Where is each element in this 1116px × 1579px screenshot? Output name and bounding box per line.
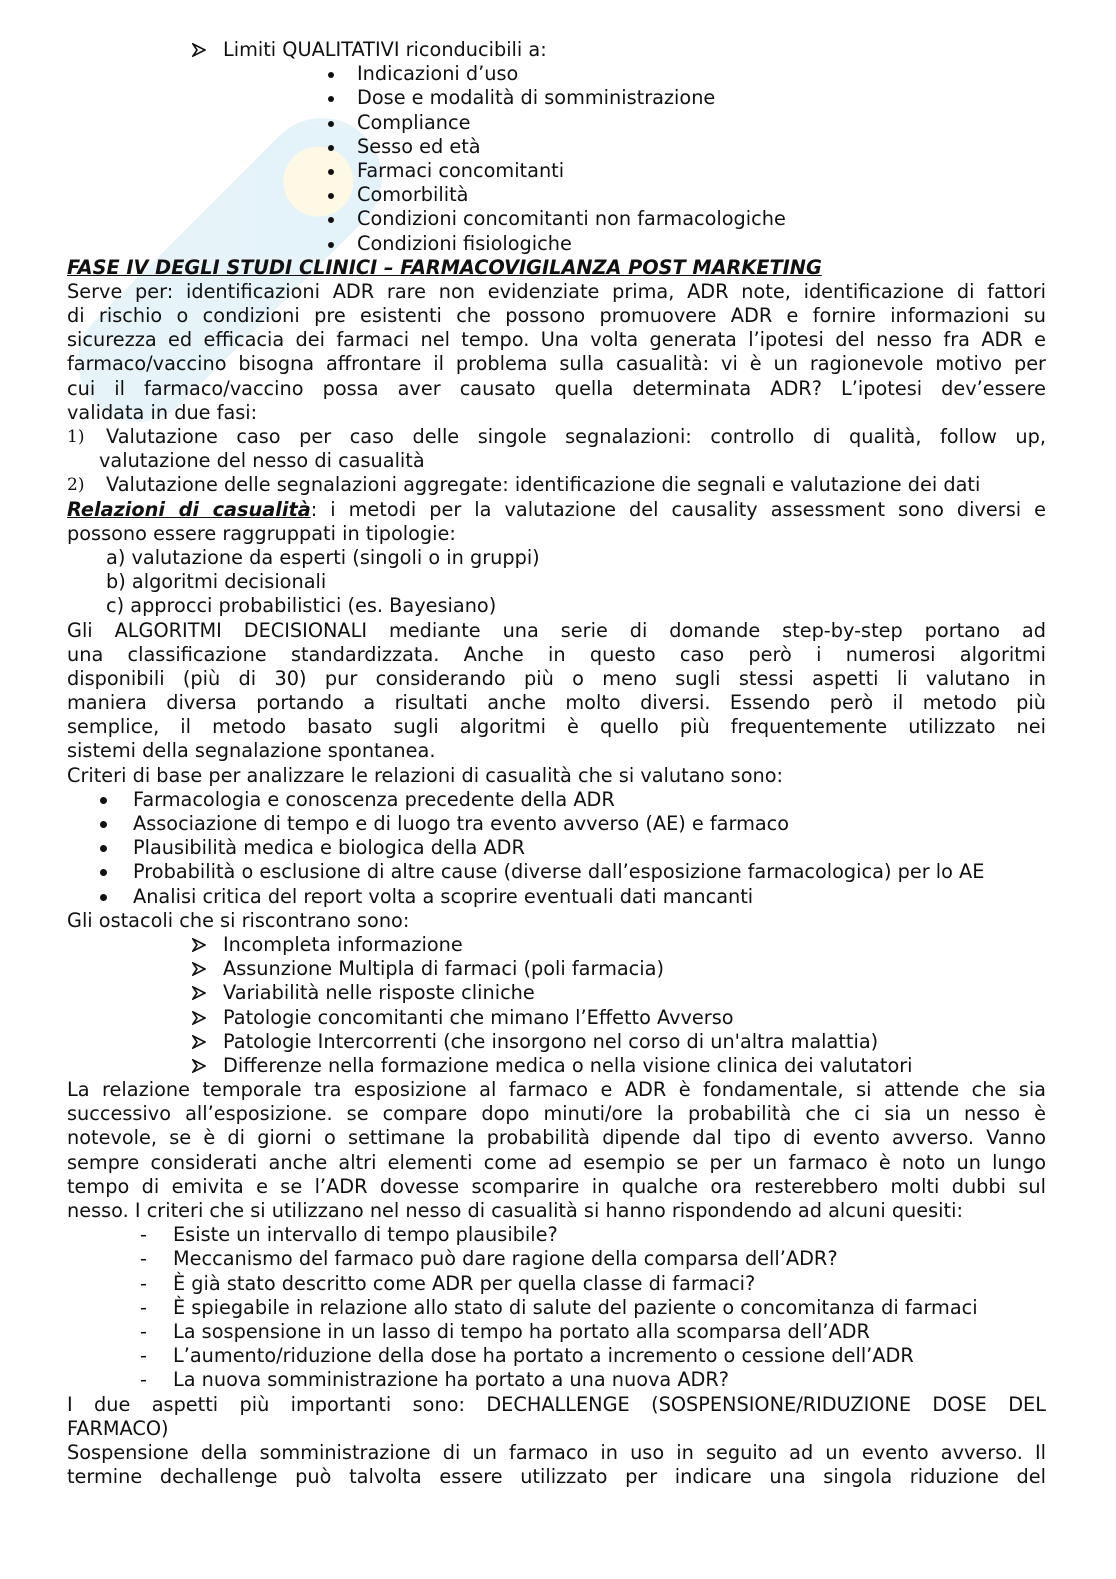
limits-item-text: Condizioni concomitanti non farmacologiche (357, 207, 786, 231)
temporal-line: sempre considerati anche altri elementi come ad esempio se per un farmaco è noto un lungo (67, 1150, 1046, 1174)
arrow-bullet-icon (192, 986, 206, 1000)
obstacle-item (0, 1006, 1116, 1030)
dot-bullet-icon (328, 121, 334, 127)
limits-item-text: Condizioni fisiologiche (357, 231, 572, 255)
question-text: Esiste un intervallo di tempo plausibile? (173, 1223, 558, 1247)
obstacle-item (0, 981, 1116, 1005)
limits-item-text: Dose e modalità di somministrazione (357, 86, 716, 110)
obstacle-item (0, 957, 1116, 981)
algorithms-line: maniera diversa portando a risultati anche molto diversi. Essendo però il metodo più (67, 691, 1046, 715)
obstacle-item-text: Differenze nella formazione medica o nella visione clinica dei valutatori (223, 1053, 913, 1077)
dot-bullet-icon (100, 869, 107, 876)
dash-bullet: - (140, 1247, 147, 1271)
dechallenge-line: FARMACO) (67, 1416, 169, 1440)
step-text: Valutazione caso per caso delle singole segnalazioni: controllo di qualità, follow up, (106, 425, 1046, 448)
limits-item (0, 86, 1116, 110)
criteria-item (0, 788, 1116, 812)
dechallenge-line: Sospensione della somministrazione di un farmaco in uso in seguito ad un evento avverso. Il (67, 1440, 1046, 1464)
phase4-paragraph-line: sicurezza ed efficacia dei farmaci nel tempo. Una volta generata l’ipotesi del nesso fra ADR e (67, 328, 1046, 352)
dot-bullet-icon (100, 894, 107, 901)
phase4-paragraph-line: validata in due fasi: (67, 400, 258, 424)
algorithms-line: disponibili (più di 30) pur considerando più o meno sugli stessi aspetti li valutano in (67, 666, 1046, 690)
criteria-item (0, 860, 1116, 884)
section-title-row (0, 256, 1116, 280)
causality-option: c) approcci probabilistici (es. Bayesiano) (106, 594, 497, 618)
obstacle-item-text: Assunzione Multipla di farmaci (poli farmacia) (223, 957, 664, 981)
phase4-paragraph-line: farmaco/vaccino bisogna affrontare il problema sulla casualità: vi è un ragionevole motivo per (67, 352, 1046, 376)
limits-item (0, 183, 1116, 207)
dot-bullet-icon (328, 72, 334, 78)
causality-line-rest: : i metodi per la valutazione del causality assessment sono diversi e (310, 497, 1046, 521)
question-text: Meccanismo del farmaco può dare ragione della comparsa dell’ADR? (173, 1247, 838, 1271)
limits-item-text: Farmaci concomitanti (357, 158, 565, 182)
phase4-paragraph-line: cui il farmaco/vaccino possa aver causato quella determinata ADR? L’ipotesi dev’essere (67, 376, 1046, 400)
question-text: La sospensione in un lasso di tempo ha portato alla scomparsa dell’ADR (173, 1319, 870, 1343)
temporal-line: notevole, se è di giorni o settimane la probabilità dipende dal tipo di evento avverso. Vanno (67, 1126, 1046, 1150)
limits-item (0, 159, 1116, 183)
arrow-bullet-icon (192, 1059, 206, 1073)
criteria-item-text: Probabilità o esclusione di altre cause (diverse dall’esposizione farmacologica) per lo AE (133, 860, 985, 884)
dot-bullet-icon (328, 193, 334, 199)
algorithms-line: semplice, il metodo basato sugli algoritmi è quello più frequentemente utilizzato nei (67, 715, 1046, 739)
obstacles-intro: Gli ostacoli che si riscontrano sono: (67, 908, 410, 932)
causality-option: a) valutazione da esperti (singoli o in gruppi) (106, 545, 540, 569)
dash-bullet: - (140, 1223, 147, 1247)
limits-item (0, 207, 1116, 231)
algorithms-line: sistemi della segnalazione spontanea. (67, 739, 436, 763)
step-number: 2) (67, 475, 85, 496)
dash-bullet: - (140, 1368, 147, 1392)
limits-item (0, 232, 1116, 256)
obstacle-item-text: Incompleta informazione (223, 932, 463, 956)
arrow-bullet-icon (192, 962, 206, 976)
phase4-paragraph-line: di rischio o condizioni pre esistenti che possono promuovere ADR e fornire informazioni su (67, 304, 1046, 328)
criteria-intro: Criteri di base per analizzare le relazioni di casualità che si valutano sono: (67, 763, 784, 787)
criteria-item-text: Farmacologia e conoscenza precedente della ADR (133, 787, 615, 811)
temporal-line: La relazione temporale tra esposizione al farmaco e ADR è fondamentale, si attende che sia (67, 1078, 1046, 1102)
obstacle-item (0, 1030, 1116, 1054)
dot-bullet-icon (100, 845, 107, 852)
dash-bullet: - (140, 1319, 147, 1343)
obstacle-item (0, 933, 1116, 957)
obstacle-item (0, 1054, 1116, 1078)
limits-heading: Limiti QUALITATIVI riconducibili a: (223, 38, 547, 61)
limits-item-text: Comorbilità (357, 183, 469, 207)
limits-item-text: Indicazioni d’uso (357, 62, 519, 86)
arrow-bullet-icon (192, 1011, 206, 1025)
temporal-line: nesso. I criteri che si utilizzano nel nesso di casualità si hanno rispondendo ad alcuni quesiti: (67, 1199, 963, 1222)
dot-bullet-icon (100, 821, 107, 828)
criteria-item (0, 812, 1116, 836)
limits-item (0, 135, 1116, 159)
step-number: 1) (67, 427, 85, 447)
question-item (0, 1344, 1116, 1368)
limits-heading-row (0, 38, 1116, 62)
causality-option: b) algoritmi decisionali (106, 570, 327, 594)
question-text: L’aumento/riduzione della dose ha portato a incremento o cessione dell’ADR (173, 1344, 914, 1368)
dash-bullet: - (140, 1344, 147, 1368)
temporal-line: tempo di emivita e se l’ADR dovesse scomparire in qualche ora resterebbero molti dubbi sul (67, 1174, 1046, 1198)
question-item (0, 1320, 1116, 1344)
dot-bullet-icon (328, 96, 334, 102)
step-text-continued: valutazione del nesso di casualità (99, 449, 425, 473)
arrow-bullet-icon (192, 1035, 206, 1049)
question-text: È spiegabile in relazione allo stato di salute del paziente o concomitanza di farmaci (173, 1295, 978, 1319)
dash-bullet: - (140, 1295, 147, 1319)
criteria-item (0, 885, 1116, 909)
question-item (0, 1368, 1116, 1392)
dot-bullet-icon (328, 145, 334, 151)
dot-bullet-icon (328, 169, 334, 175)
step-row (0, 425, 1116, 449)
criteria-item-text: Plausibilità medica e biologica della ADR (133, 836, 525, 860)
criteria-item-text: Associazione di tempo e di luogo tra evento avverso (AE) e farmaco (133, 812, 790, 835)
question-item (0, 1272, 1116, 1296)
dechallenge-line: I due aspetti più importanti sono: DECHALLENGE (SOSPENSIONE/RIDUZIONE DOSE DEL (67, 1392, 1046, 1416)
question-text: È già stato descritto come ADR per quella classe di farmaci? (173, 1271, 756, 1295)
arrow-bullet-icon (192, 43, 206, 57)
criteria-item (0, 836, 1116, 860)
limits-item (0, 62, 1116, 86)
question-item (0, 1223, 1116, 1247)
phase4-title: FASE IV DEGLI STUDI CLINICI – FARMACOVIGILANZA POST MARKETING (67, 255, 822, 279)
document-page (0, 38, 1116, 1489)
temporal-line: successivo all’esposizione. se compare dopo minuti/ore la probabilità che ci sia un nesso è (67, 1102, 1046, 1126)
causality-line: possono essere raggruppati in tipologie: (67, 521, 456, 545)
question-item (0, 1296, 1116, 1320)
obstacle-item-text: Patologie Intercorrenti (che insorgono nel corso di un'altra malattia) (223, 1029, 879, 1053)
obstacle-item-text: Patologie concomitanti che mimano l’Effetto Avverso (223, 1005, 734, 1029)
step-row (0, 473, 1116, 497)
limits-item-text: Sesso ed età (357, 134, 481, 158)
dash-bullet: - (140, 1271, 147, 1295)
criteria-item-text: Analisi critica del report volta a scoprire eventuali dati mancanti (133, 884, 754, 908)
dot-bullet-icon (328, 217, 334, 223)
question-item (0, 1247, 1116, 1271)
causality-line (67, 498, 1046, 522)
arrow-bullet-icon (192, 938, 206, 952)
obstacle-item-text: Variabilità nelle risposte cliniche (223, 981, 535, 1005)
phase4-paragraph-line: Serve per: identificazioni ADR rare non evidenziate prima, ADR note, identificazione di fattori (67, 279, 1046, 303)
algorithms-line: una classificazione standardizzata. Anche in questo caso però i numerosi algoritmi (67, 642, 1046, 666)
limits-item-text: Compliance (357, 110, 471, 134)
dot-bullet-icon (328, 242, 334, 248)
dot-bullet-icon (100, 797, 107, 804)
algorithms-line: Gli ALGORITMI DECISIONALI mediante una serie di domande step-by-step portano ad (67, 618, 1046, 642)
step-text: Valutazione delle segnalazioni aggregate: identificazione die segnali e valutazione dei dati (106, 473, 981, 497)
causality-label: Relazioni di casualità (67, 497, 311, 521)
dechallenge-line: termine dechallenge può talvolta essere utilizzato per indicare una singola riduzione del (67, 1465, 1046, 1489)
question-text: La nuova somministrazione ha portato a una nuova ADR? (173, 1368, 730, 1392)
limits-item (0, 111, 1116, 135)
